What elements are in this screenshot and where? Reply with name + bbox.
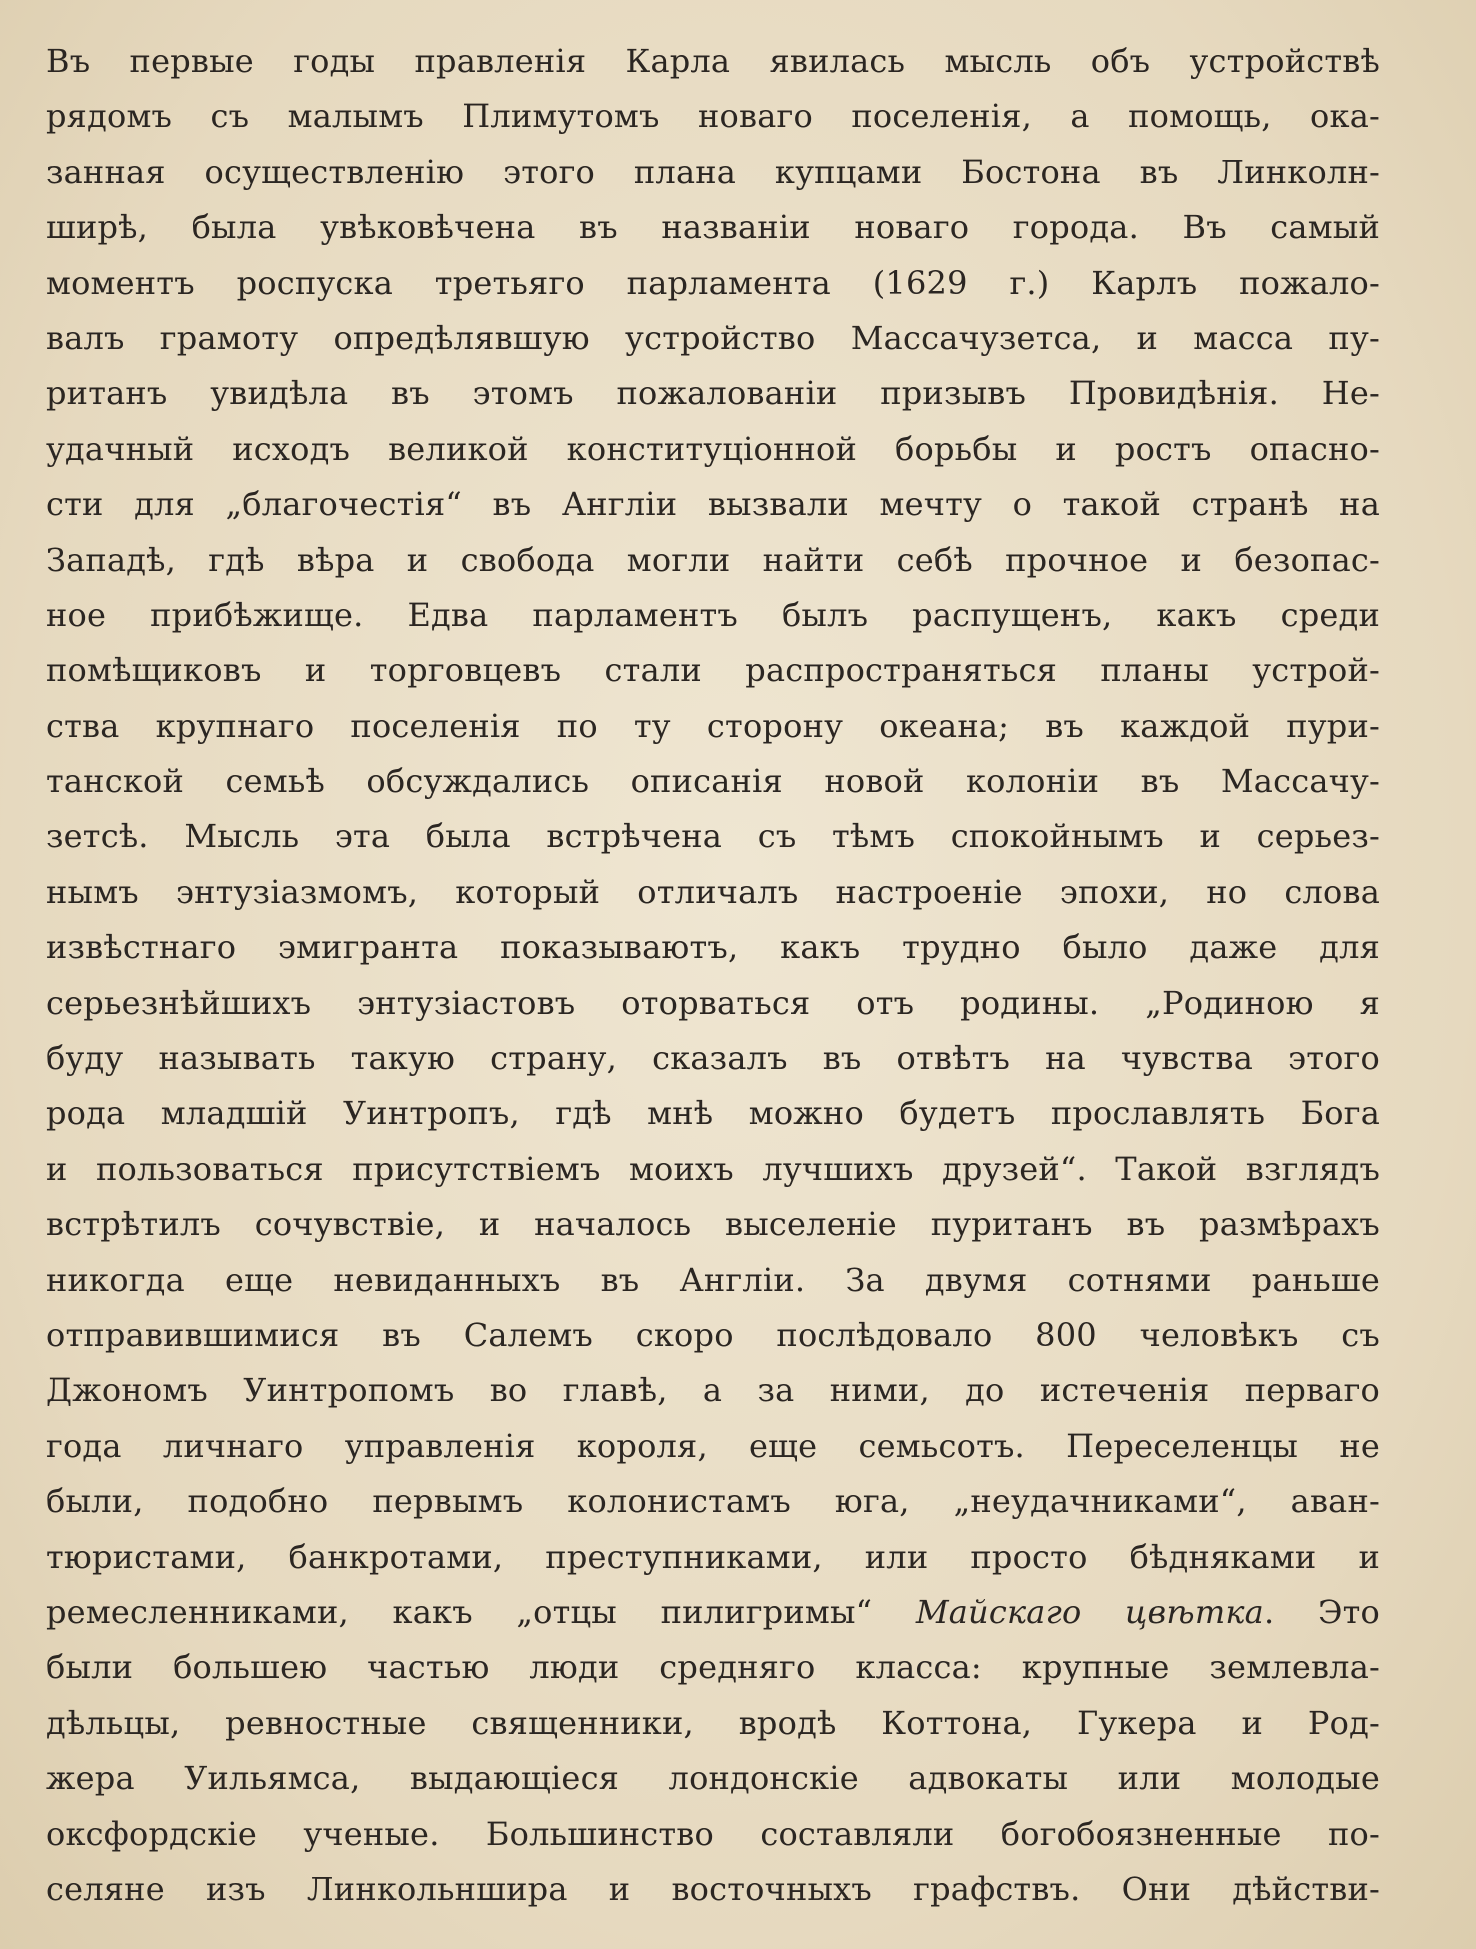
text-line-4: ширѣ, была увѣковѣчена въ названіи новаго города. Въ самый [46, 208, 1380, 247]
text-line-29-before: ремесленниками, какъ „отцы пилигримы“ [46, 1592, 916, 1631]
text-line-2: рядомъ съ малымъ Плимутомъ новаго поселенія, а помощь, ока- [46, 97, 1380, 136]
ship-name-italic: Майскаго цвѣтка [915, 1592, 1264, 1631]
text-line-18: серьезнѣйшихъ энтузіастовъ оторваться отъ родины. „Родиною я [46, 983, 1380, 1022]
text-line-16: нымъ энтузіазмомъ, который отличалъ настроеніе эпохи, но слова [46, 872, 1380, 911]
text-line-17: извѣстнаго эмигранта показываютъ, какъ трудно было даже для [46, 928, 1380, 967]
text-line-28: тюристами, банкротами, преступниками, или просто бѣдняками и [46, 1537, 1380, 1576]
text-line-34: селяне изъ Линкольншира и восточныхъ графствъ. Они дѣйстви- [46, 1869, 1380, 1908]
text-line-29 [46, 1585, 1380, 1640]
text-line-7: ританъ увидѣла въ этомъ пожалованіи призывъ Провидѣнія. Не- [46, 374, 1380, 413]
text-line-24: отправившимися въ Салемъ скоро послѣдовало 800 человѣкъ съ [46, 1315, 1380, 1354]
text-line-11: ное прибѣжище. Едва парламентъ былъ распущенъ, какъ среди [46, 595, 1380, 634]
text-body [46, 34, 1380, 1917]
text-line-12: помѣщиковъ и торговцевъ стали распространяться планы устрой- [46, 651, 1380, 690]
text-line-14: танской семьѣ обсуждались описанія новой колоніи въ Массачу- [46, 762, 1380, 801]
text-line-6: валъ грамоту опредѣлявшую устройство Массачузетса, и масса пу- [46, 318, 1380, 357]
text-line-22: встрѣтилъ сочувствіе, и началось выселеніе пуританъ въ размѣрахъ [46, 1205, 1380, 1244]
text-line-23: никогда еще невиданныхъ въ Англіи. За двумя сотнями раньше [46, 1260, 1380, 1299]
text-line-13: ства крупнаго поселенія по ту сторону океана; въ каждой пури- [46, 706, 1380, 745]
text-line-25: Джономъ Уинтропомъ во главѣ, а за ними, до истеченія перваго [46, 1371, 1380, 1410]
text-line-33: оксфордскіе ученые. Большинство составляли богобоязненные по- [46, 1814, 1380, 1853]
text-line-31: дѣльцы, ревностные священники, вродѣ Коттона, Гукера и Род- [46, 1703, 1380, 1742]
text-line-10: Западѣ, гдѣ вѣра и свобода могли найти себѣ прочное и безопас- [46, 540, 1380, 579]
text-line-32: жера Уильямса, выдающіеся лондонскіе адвокаты или молодые [46, 1759, 1380, 1798]
text-line-9: сти для „благочестія“ въ Англіи вызвали мечту о такой странѣ на [46, 485, 1380, 524]
text-line-30: были большею частью люди средняго класса: крупные землевла- [46, 1648, 1380, 1687]
text-line-8: удачный исходъ великой конституціонной борьбы и ростъ опасно- [46, 429, 1380, 468]
text-line-26: года личнаго управленія короля, еще семьсотъ. Переселенцы не [46, 1426, 1380, 1465]
text-line-20: рода младшій Уинтропъ, гдѣ мнѣ можно будетъ прославлять Бога [46, 1094, 1380, 1133]
text-line-27: были, подобно первымъ колонистамъ юга, „неудачниками“, аван- [46, 1482, 1380, 1521]
text-line-29-after: . Это [1263, 1592, 1380, 1631]
text-line-15: зетсѣ. Мысль эта была встрѣчена съ тѣмъ спокойнымъ и серьез- [46, 817, 1380, 856]
text-line-3: занная осуществленію этого плана купцами Бостона въ Линколн- [46, 152, 1380, 191]
text-line-5: моментъ роспуска третьяго парламента (1629 г.) Карлъ пожало- [46, 263, 1380, 302]
text-line-19: буду называть такую страну, сказалъ въ отвѣтъ на чувства этого [46, 1039, 1380, 1078]
text-line-1: Въ первые годы правленія Карла явилась мысль объ устройствѣ [46, 42, 1380, 80]
text-line-21: и пользоваться присутствіемъ моихъ лучшихъ друзей“. Такой взглядъ [46, 1149, 1380, 1188]
